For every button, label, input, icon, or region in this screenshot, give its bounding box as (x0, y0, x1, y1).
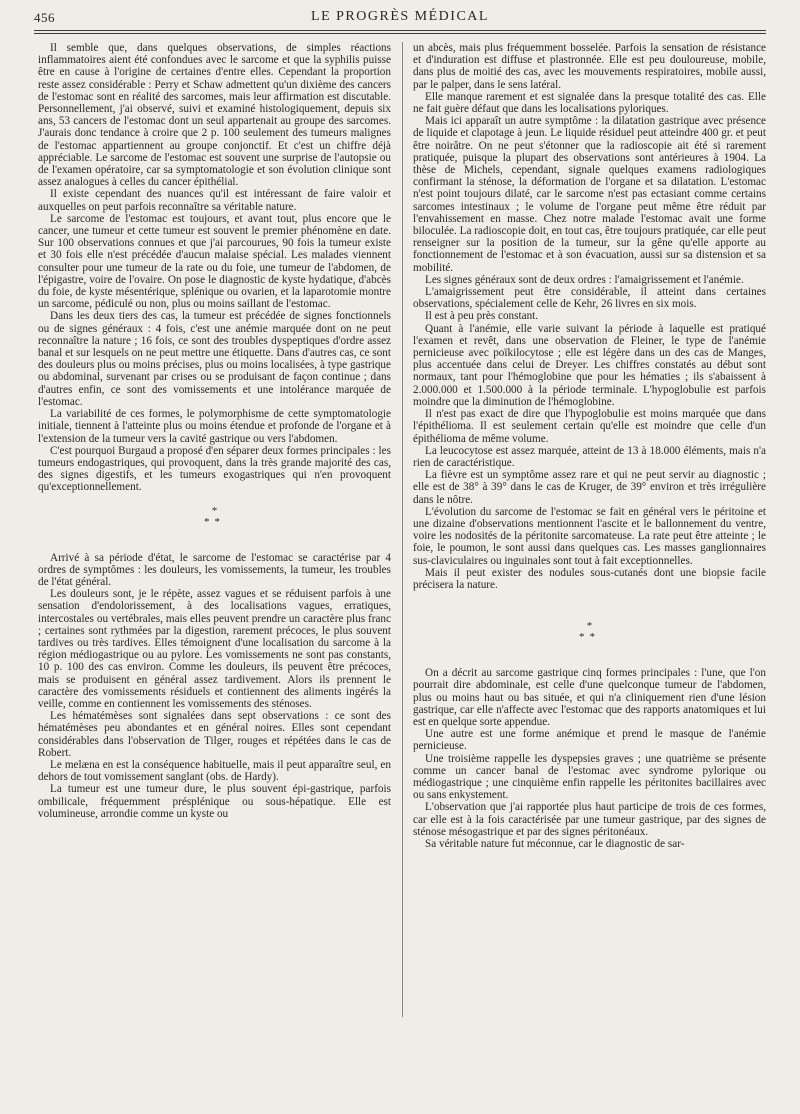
paragraph: Mais il peut exister des nodules sous-cutanés dont une biopsie facile précisera la nature. (413, 566, 766, 591)
paragraph: C'est pourquoi Burgaud a proposé d'en séparer deux formes principales : les tumeurs endogastriques, qui provoquent, dans la très grande majorité des cas, des signes digestifs, et les tumeurs exogastriques qui n'en provoquent qu'exceptionnellement. (38, 444, 391, 494)
paragraph: Quant à l'anémie, elle varie suivant la période à laquelle est pratiqué l'examen et revêt, dans une observation de Fleiner, le type de l'anémie pernicieuse avec poïkilocytose ; elle est légère dans un des cas de Manges, plus accentuée dans celui de Dreyer. Les chiffres constatés au début sont normaux, tant pour l'hémoglobine que pour les hématies ; ils s'abaissent à 2.000.000 et 1.500.000 à la période terminale. L'hypoglobulie est parfois moindre que la diminution de l'hémoglobine. (413, 322, 766, 408)
paragraph: Le melæna en est la conséquence habituelle, mais il peut apparaître seul, en dehors de tout vomissement sanglant (obs. de Hardy). (38, 758, 391, 784)
section-separator (38, 506, 391, 532)
paragraph: La tumeur est une tumeur dure, le plus souvent épi-gastrique, parfois ombilicale, fréquemment présplénique ou sous-hépatique. Elle est volumineuse, arrondie comme un kyste ou (38, 783, 391, 820)
running-header (34, 6, 766, 28)
paragraph: Il n'est pas exact de dire que l'hypoglobulie est moins marquée que dans l'épithélioma. Il est seulement certain qu'elle est moindre que celle d'un épithélioma de même volume. (413, 408, 766, 445)
separator-top: * (211, 504, 218, 517)
paragraph: La fièvre est un symptôme assez rare et qui ne peut servir au diagnostic ; elle est de 38° à 39° dans le cas de Kruger, de 39° environ et très irrégulière dans le nôtre. (413, 469, 766, 506)
section-separator (413, 621, 766, 647)
page-number: 456 (34, 10, 55, 25)
paragraph: Dans les deux tiers des cas, la tumeur est précédée de signes fonctionnels ou de signes généraux : 4 fois, c'est une anémie marquée dont on ne peut reconnaître la nature ; 16 fois, ce sont des troubles dyspeptiques d'ordre assez banal et sur lesquels on ne peut mettre une étiquette. Dans d'autres cas, ce sont des douleurs plus ou moins précises, plus ou moins localisées, à type gastrique ou abdominal, survenant par crises ou se produisant de façon continue ; dans d'autres enfin, ce sont des vomissements et une intolérance marquée de l'estomac. (38, 310, 391, 408)
paragraph: La variabilité de ces formes, le polymorphisme de cette symptomatologie initiale, tiennent à l'atteinte plus ou moins étendue et profonde de l'organe et à l'extension de la tumeur vers la cavité gastrique ou vers l'abdomen. (38, 408, 391, 445)
paragraph: Elle manque rarement et est signalée dans la presque totalité des cas. Elle ne fait guère défaut que dans les localisations pyloriques. (413, 90, 766, 116)
paragraph: Une autre est une forme anémique et prend le masque de l'anémie pernicieuse. (413, 728, 766, 753)
paragraph: Les signes généraux sont de deux ordres : l'amaigrissement et l'anémie. (425, 273, 744, 286)
paragraph: Une troisième rappelle les dyspepsies graves ; une quatrième se présente comme un cancer banal de l'estomac avec syndrome pylorique ou médiogastrique ; une cinquième enfin rappelle les péritonites bacillaires avec ou sans enkystement. (413, 752, 766, 802)
paragraph: un abcès, mais plus fréquemment bosselée. Parfois la sensation de résistance et d'induration est diffuse et plastronnée. Elle est peu douloureuse, mobile, dans plus de moitié des cas, avec les mouvements respiratoires, mobile aussi, par le palper, dans le sens latéral. (413, 42, 766, 91)
paragraph: Il semble que, dans quelques observations, de simples réactions inflammatoires aient été confondues avec le sarcome et que la syphilis puisse être en cause à l'origine de certaines d'entre elles. Cependant la proportion reste assez considérable : Perry et Schaw admettent qu'un dixième des cancers de l'estomac sont en réalité des sarcomes, mais leur affirmation est discutable. Personnellement, j'ai observé, suivi et examiné histologiquement, depuis six ans, 53 cancers de l'estomac dont un seul appartenait au groupe des sarcomes. J'aurais donc tendance à croire que 2 p. 100 seulement des tumeurs malignes de l'estomac appartiennent au groupe conjonctif. Et c'est un chiffre déjà appréciable. Le sarcome de l'estomac est souvent une surprise de l'autopsie ou de l'examen opératoire, car sa symptomatologie et son évolution clinique sont assez analogues à celles du cancer épithélial. (38, 42, 391, 189)
journal-title: LE PROGRÈS MÉDICAL (311, 9, 489, 24)
separator-bottom: ** (579, 631, 600, 644)
separator-top: * (586, 620, 593, 633)
paragraph: La leucocytose est assez marquée, atteint de 13 à 18.000 éléments, mais n'a rien de caractéristique. (413, 444, 766, 469)
paragraph: Sa véritable nature fut méconnue, car le diagnostic de sar- (425, 837, 685, 850)
paragraph: Le sarcome de l'estomac est toujours, et avant tout, plus encore que le cancer, une tumeur et cette tumeur est souvent le premier phénomène en date. Sur 100 observations connues et que j'ai parcourues, 90 fois la tumeur existe et 30 fois elle n'est précédée d'aucun malaise spécial. Les malades viennent consulter pour une tumeur de la rate ou du foie, une tumeur de l'abdomen, de l'épigastre, voire de l'ovaire. On pose le diagnostic de kyste hydatique, d'abcès du foie, de kyste mésentérique, splénique ou ovarien, et la laparotomie montre un sarcome, pédiculé ou non, plus ou moins saillant de l'estomac. (38, 212, 391, 311)
left-column (38, 42, 391, 820)
paragraph: Il existe cependant des nuances qu'il est intéressant de faire valoir et auxquelles on peut parfois reconnaître sa véritable nature. (38, 188, 391, 213)
header-rule (34, 30, 766, 34)
paragraph: L'observation que j'ai rapportée plus haut participe de trois de ces formes, car elle est à la fois caractérisée par une tumeur gastrique, par des signes de sténose mésogastrique et par des signes péritonéaux. (413, 801, 766, 838)
column-divider (402, 42, 403, 1017)
paragraph: Arrivé à sa période d'état, le sarcome de l'estomac se caractérise par 4 ordres de symptômes : les douleurs, les vomissements, la tumeur, les troubles de l'état général. (38, 551, 391, 588)
paragraph: Mais ici apparaît un autre symptôme : la dilatation gastrique avec présence de liquide et clapotage à jeun. Le liquide résiduel peut atteindre 400 gr. et peut être noirâtre. On ne peut s'étonner que la radioscopie ait été si rarement pratiquée, puisque la plupart des observations sont antérieures à 1904. La thèse de Michels, cependant, signale quelques examens radiologiques confirmant la sténose, la déformation de l'organe et sa dilatation. L'estomac n'est point toujours dilaté, car le sarcome n'est pas ectasiant comme certains sarcomes intestinaux ; le volume de l'organe peut même être réduit par l'envahissement en masse. Chez notre malade l'estomac avait une forme biloculée. La radioscopie doit, en tout cas, être toujours pratiquée, car elle peut renseigner sur la position de la tumeur, sur la gêne qu'elle apporte au fonctionnement de l'estomac et à son évacuation, aussi sur sa distension et sa mobilité. (413, 115, 766, 274)
paragraph: Il est à peu près constant. (425, 310, 539, 323)
paragraph: Les hématémèses sont signalées dans sept observations : ce sont des hématémèses peu abondantes et en général noires. Elles sont cependant considérables dans l'observation de Tilger, rouges et répétées dans le cas de Robert. (38, 710, 391, 759)
paragraph: L'amaigrissement peut être considérable, il atteint dans certaines observations, spécialement celle de Kehr, 26 livres en six mois. (413, 286, 766, 311)
paragraph: On a décrit au sarcome gastrique cinq formes principales : l'une, que l'on pourrait dire abdominale, est celle d'une quelconque tumeur de l'abdomen, plus ou moins haut ou bas située, et qui n'a cliniquement rien d'une lésion gastrique, car elle n'affecte avec l'estomac que des rapports anatomiques et lui est en quelque sorte appendue. (413, 667, 766, 728)
right-column (413, 42, 766, 850)
separator-bottom: ** (204, 515, 225, 528)
paragraph: L'évolution du sarcome de l'estomac se fait en général vers le péritoine et une dizaine d'observations mentionnent l'ascite et le ballonnement du ventre, voire les nodosités de la péritonite sarcomateuse. La rate peut être atteinte ; le foie, le poumon, le sont aussi dans quelques cas. Les masses ganglionnaires sus-claviculaires ou inguinales sont tout à fait exceptionnelles. (413, 505, 766, 567)
paragraph: Les douleurs sont, je le répète, assez vagues et se réduisent parfois à une sensation d'endolorissement, à des localisations vagues, erratiques, intercostales ou vertébrales, mais elles peuvent prendre un caractère plus franc ; certaines sont rythmées par la digestion, rarement précoces, le plus souvent tardives ou très tardives. Elles témoignent d'une localisation du sarcome à la région médiogastrique ou au pylore. Les vomissements ne sont pas constants, 10 p. 100 des cas environ. Comme les douleurs, ils peuvent être précoces, mais se produisent en général assez tardivement. Alors ils prennent le caractère des vomissements résiduels et contiennent des aliments ingérés la veille, comme en contiennent les vomissements des sténoses. (38, 588, 391, 710)
